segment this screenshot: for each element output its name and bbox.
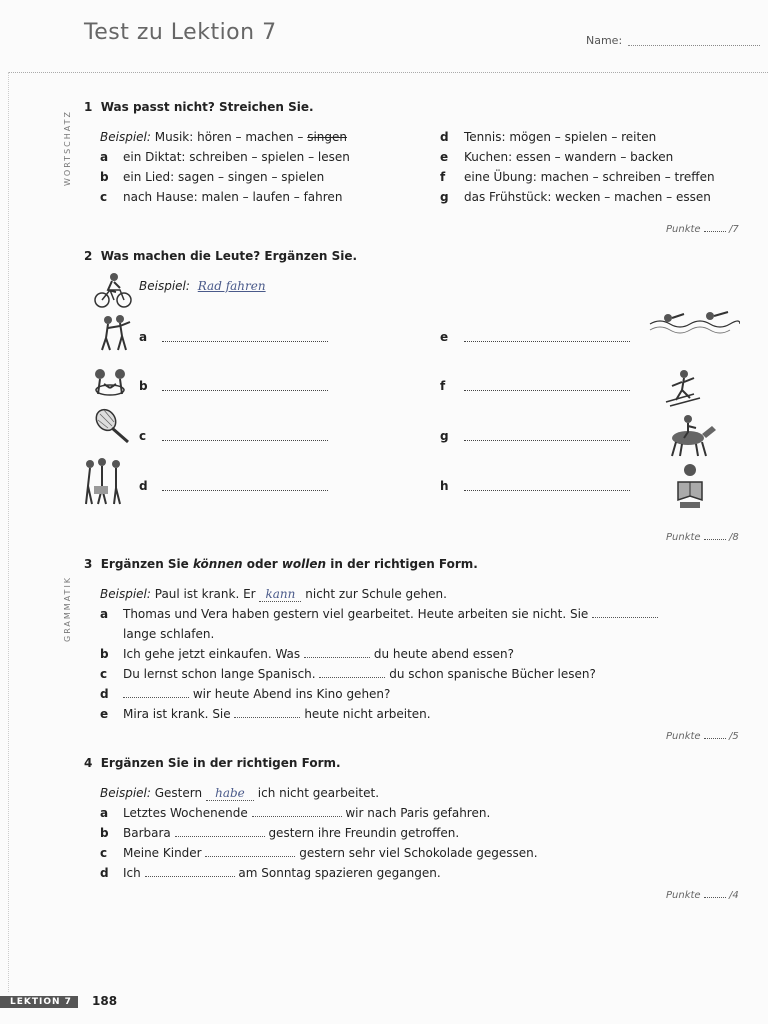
ex3-item-post: du heute abend essen? (373, 647, 514, 661)
ex3-item (123, 607, 658, 621)
ex1-item-text[interactable]: Tennis: mögen – spielen – reiten (464, 130, 657, 144)
tennis-racket-icon (92, 406, 134, 446)
ex4-example-answer: habe (206, 786, 254, 801)
points-total: /7 (728, 224, 739, 235)
ex3-instruction-post: in der richtigen Form. (330, 557, 478, 571)
swimmers-icon (648, 304, 740, 336)
ex4-item-pre: Barbara (123, 826, 171, 840)
ex3-item-pre: Mira ist krank. Sie (123, 707, 231, 721)
ex1-item-letter: d (440, 130, 449, 144)
ex1-item-text[interactable]: eine Übung: machen – schreiben – treffen (464, 170, 715, 184)
ex3-item-post: heute nicht arbeiten. (304, 707, 431, 721)
skier-icon (664, 368, 708, 408)
ex1-item-letter: f (440, 170, 446, 184)
ex4-item-pre: Meine Kinder (123, 846, 202, 860)
ex3-item (123, 667, 596, 681)
answer-line[interactable] (162, 440, 328, 441)
ex4-item-pre: Ich (123, 866, 141, 880)
ex4-points (666, 887, 739, 901)
answer-blank[interactable] (592, 607, 658, 618)
answer-blank[interactable] (175, 826, 265, 837)
name-label: Name: (586, 34, 623, 47)
ex3-item-pre: Thomas und Vera haben gestern viel gearbeitet. Heute arbeiten sie nicht. Sie (123, 607, 589, 621)
answer-blank[interactable] (252, 806, 342, 817)
ex3-example-post: nicht zur Schule gehen. (305, 587, 447, 601)
ex3-item (123, 647, 514, 661)
ex1-instruction: Was passt nicht? Streichen Sie. (100, 100, 314, 114)
ex4-item-letter: c (100, 846, 108, 860)
ex2-item-letter: g (440, 429, 449, 443)
ex1-points (666, 221, 739, 235)
ex3-example (100, 587, 447, 602)
answer-blank[interactable] (304, 647, 370, 658)
ex2-item-letter: f (440, 379, 446, 393)
ex2-example-label: Beispiel: (139, 279, 190, 293)
ex2-example-answer: Rad fahren (197, 279, 266, 293)
ex1-item-text[interactable]: ein Diktat: schreiben – spielen – lesen (123, 150, 350, 164)
ex1-item-letter: g (440, 190, 449, 204)
ex4-item (123, 846, 538, 860)
ex3-item-letter: d (100, 687, 109, 701)
ex1-number: 1 (84, 100, 93, 114)
ex1-example-text: Musik: hören – machen – (154, 130, 304, 144)
page-number: 188 (92, 994, 118, 1008)
ex3-heading (84, 557, 478, 571)
ex3-example-pre: Paul ist krank. Er (154, 587, 256, 601)
page-title: Test zu Lektion 7 (84, 20, 277, 45)
points-field[interactable] (704, 221, 726, 232)
ex1-item-letter: e (440, 150, 449, 164)
ex2-number: 2 (84, 249, 93, 263)
answer-blank[interactable] (205, 846, 295, 857)
points-label: Punkte (666, 532, 701, 543)
ex4-example-pre: Gestern (154, 786, 203, 800)
ex3-item-letter: a (100, 607, 109, 621)
answer-blank[interactable] (145, 866, 235, 877)
points-total: /5 (728, 731, 739, 742)
answer-line[interactable] (162, 390, 328, 391)
ex1-example-label: Beispiel: (100, 130, 151, 144)
people-eating-icon (90, 364, 132, 404)
ex4-item-letter: a (100, 806, 109, 820)
dancing-couple-icon (94, 314, 136, 354)
ex3-example-label: Beispiel: (100, 587, 151, 601)
ex3-item-post: wir heute Abend ins Kino gehen? (192, 687, 391, 701)
ex3-item-pre: Ich gehe jetzt einkaufen. Was (123, 647, 301, 661)
ex4-item (123, 826, 459, 840)
points-label: Punkte (666, 224, 701, 235)
ex3-item (123, 687, 390, 701)
points-label: Punkte (666, 890, 701, 901)
answer-line[interactable] (162, 341, 328, 342)
ex4-instruction: Ergänzen Sie in der richtigen Form. (100, 756, 341, 770)
ex4-item (123, 866, 441, 880)
side-label-wortschatz: WORTSCHATZ (63, 110, 72, 186)
ex3-item-letter: c (100, 667, 108, 681)
ex1-item-text[interactable]: Kuchen: essen – wandern – backen (464, 150, 674, 164)
points-field[interactable] (704, 529, 726, 540)
header-divider (8, 72, 768, 73)
answer-line[interactable] (464, 390, 630, 391)
horse-rider-icon (662, 414, 718, 458)
ex3-instruction-mid: oder (246, 557, 278, 571)
ex3-example-answer: kann (259, 587, 301, 602)
ex3-item-pre: Du lernst schon lange Spanisch. (123, 667, 316, 681)
answer-blank[interactable] (123, 687, 189, 698)
ex4-item (123, 806, 490, 820)
name-field[interactable] (628, 45, 760, 46)
ex2-points (666, 529, 739, 543)
ex3-item-letter: b (100, 647, 109, 661)
ex2-item-letter: c (139, 429, 147, 443)
ex2-item-letter: b (139, 379, 148, 393)
lesson-tag: LEKTION 7 (0, 996, 78, 1008)
ex4-item-post: gestern sehr viel Schokolade gegessen. (299, 846, 538, 860)
ex4-item-pre: Letztes Wochenende (123, 806, 248, 820)
cyclist-icon (92, 270, 134, 310)
ex4-item-post: gestern ihre Freundin getroffen. (268, 826, 460, 840)
ex4-example-label: Beispiel: (100, 786, 151, 800)
ex1-example (100, 130, 347, 144)
left-margin-line (8, 72, 9, 992)
ex1-heading (84, 100, 314, 114)
ex4-item-post: wir nach Paris gefahren. (345, 806, 491, 820)
ex3-points (666, 728, 739, 742)
ex3-number: 3 (84, 557, 93, 571)
ex4-item-post: am Sonntag spazieren gegangen. (238, 866, 441, 880)
side-label-grammatik: GRAMMATIK (63, 575, 72, 642)
ex4-number: 4 (84, 756, 93, 770)
ex3-item (123, 707, 431, 721)
points-total: /4 (728, 890, 739, 901)
ex4-example (100, 786, 379, 801)
points-total: /8 (728, 532, 739, 543)
points-label: Punkte (666, 731, 701, 742)
ex4-item-letter: d (100, 866, 109, 880)
ex4-heading (84, 756, 341, 770)
ex3-item-post: du schon spanische Bücher lesen? (389, 667, 596, 681)
ex1-item-letter: a (100, 150, 109, 164)
points-field[interactable] (704, 728, 726, 739)
ex3-item-continuation: lange schlafen. (123, 627, 215, 641)
points-field[interactable] (704, 887, 726, 898)
ex1-item-text[interactable]: ein Lied: sagen – singen – spielen (123, 170, 325, 184)
ex2-item-letter: d (139, 479, 148, 493)
ex2-example (139, 279, 266, 293)
ex3-word2: wollen (281, 557, 327, 571)
ex1-item-letter: c (100, 190, 108, 204)
answer-line[interactable] (162, 490, 328, 491)
answer-blank[interactable] (234, 707, 300, 718)
person-reading-icon (668, 462, 712, 510)
ex1-item-letter: b (100, 170, 109, 184)
ex4-item-letter: b (100, 826, 109, 840)
ex1-example-struck: singen (307, 130, 348, 144)
ex4-example-post: ich nicht gearbeitet. (257, 786, 380, 800)
ex1-item-text[interactable]: nach Hause: malen – laufen – fahren (123, 190, 343, 204)
ex3-item-letter: e (100, 707, 109, 721)
ex2-heading (84, 249, 357, 263)
ex3-instruction-pre: Ergänzen Sie (100, 557, 189, 571)
group-singing-icon (80, 456, 126, 508)
answer-line[interactable] (464, 440, 630, 441)
ex2-item-letter: h (440, 479, 449, 493)
answer-blank[interactable] (319, 667, 385, 678)
ex1-item-text[interactable]: das Frühstück: wecken – machen – essen (464, 190, 711, 204)
ex3-word1: können (193, 557, 243, 571)
answer-line[interactable] (464, 341, 630, 342)
ex2-item-letter: e (440, 330, 449, 344)
answer-line[interactable] (464, 490, 630, 491)
ex2-item-letter: a (139, 330, 148, 344)
ex2-instruction: Was machen die Leute? Ergänzen Sie. (100, 249, 358, 263)
